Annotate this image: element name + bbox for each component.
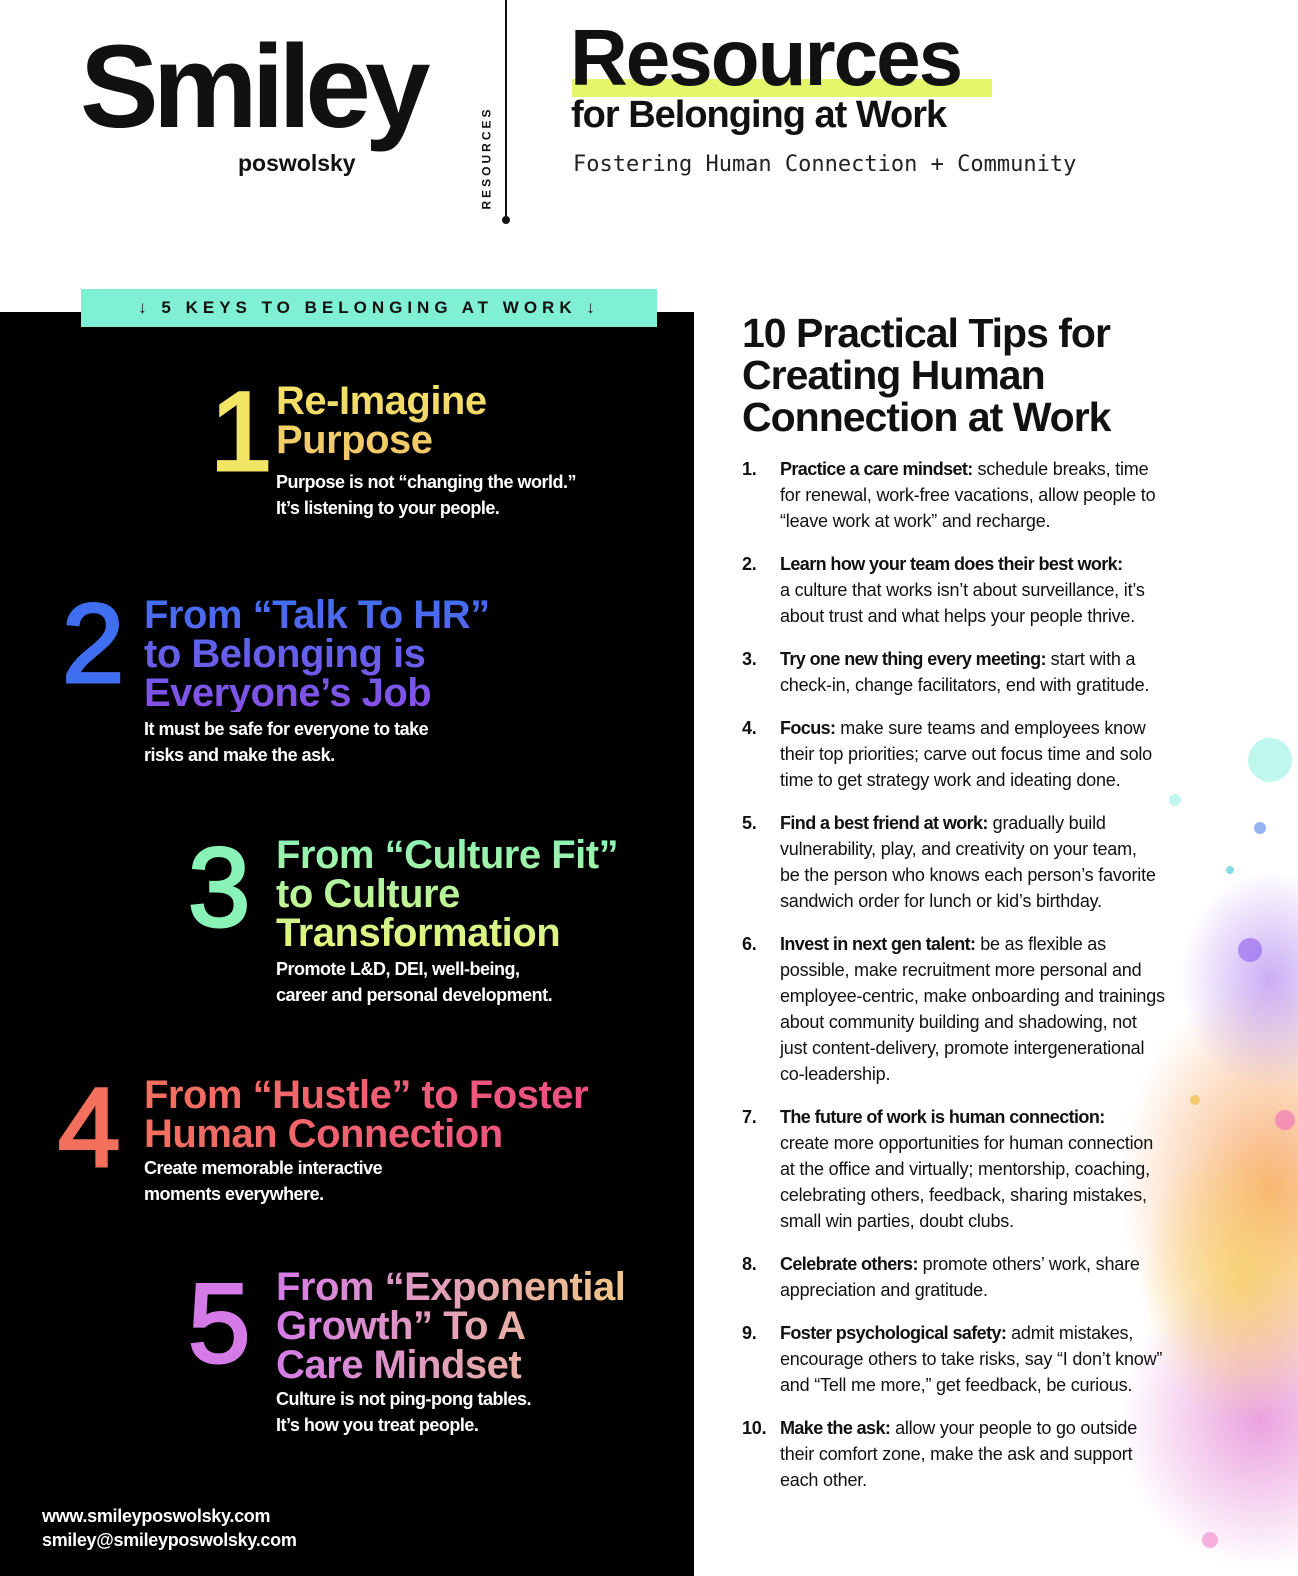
key-3-desc-line: career and personal development.	[276, 985, 553, 1006]
tip-item	[742, 646, 1202, 698]
header-divider	[505, 0, 507, 218]
tip-body: for renewal, work-free vacations, allow people to	[780, 485, 1156, 505]
tip-number: 2.	[742, 554, 757, 574]
key-3-title	[276, 833, 619, 955]
tip-body: “leave work at work” and recharge.	[780, 511, 1051, 531]
key-5-title-line: Growth” To A	[276, 1303, 526, 1348]
tip-number: 8.	[742, 1254, 757, 1274]
tip-body: schedule breaks, time	[972, 459, 1149, 479]
tip-body: their top priorities; carve out focus time and solo	[780, 744, 1152, 764]
key-3-number: 3	[188, 825, 251, 950]
website-link[interactable]: www.smileyposwolsky.com	[42, 1506, 271, 1526]
key-3-description	[276, 956, 552, 1008]
tip-lead: Invest in next gen talent:	[780, 934, 976, 954]
tip-body: about trust and what helps your people thrive.	[780, 606, 1136, 626]
side-label	[470, 100, 502, 215]
key-2-title-line: From “Talk To HR”	[144, 593, 490, 637]
tip-body: time to get strategy work and ideating done.	[780, 770, 1121, 790]
key-5-title	[276, 1265, 626, 1387]
tips-title-line: 10 Practical Tips for	[742, 310, 1110, 356]
key-5-number: 5	[188, 1261, 251, 1386]
page-subtitle: for Belonging at Work	[571, 94, 947, 136]
tip-body: small win parties, doubt clubs.	[780, 1211, 1014, 1231]
key-5-title-line: Care Mindset	[276, 1342, 522, 1387]
tip-body: co-leadership.	[780, 1064, 891, 1084]
tip-body: create more opportunities for human connection	[780, 1133, 1154, 1153]
tip-item	[742, 551, 1202, 629]
key-1-number: 1	[210, 369, 273, 494]
key-5-desc-line: It’s how you treat people.	[276, 1415, 479, 1436]
tip-body: be as flexible as	[975, 934, 1106, 954]
tip-body: admit mistakes,	[1006, 1323, 1134, 1343]
tip-body: at the office and virtually; mentorship, coaching,	[780, 1159, 1150, 1179]
key-2-number: 2	[62, 581, 125, 706]
tip-body: employee-centric, make onboarding and trainings	[780, 986, 1165, 1006]
key-2-desc-line: It must be safe for everyone to take	[144, 719, 429, 739]
tip-number: 4.	[742, 718, 757, 738]
tip-item	[742, 810, 1202, 914]
tip-body: make sure teams and employees know	[835, 718, 1146, 738]
tip-lead: Foster psychological safety:	[780, 1323, 1007, 1343]
email-link[interactable]: smiley@smileyposwolsky.com	[42, 1530, 297, 1550]
key-5-description	[276, 1386, 531, 1438]
key-5-desc-line: Culture is not ping-pong tables.	[276, 1389, 531, 1409]
key-3-title-line: From “Culture Fit”	[276, 833, 619, 877]
key-3-title-line: to Culture	[276, 871, 460, 916]
key-2-title-line: to Belonging is	[144, 631, 426, 676]
tip-body: check-in, change facilitators, end with gratitude.	[780, 675, 1150, 695]
tip-item	[742, 456, 1202, 534]
key-4-title	[144, 1073, 589, 1156]
key-3-desc-line: Promote L&D, DEI, well-being,	[276, 959, 520, 979]
key-4-number: 4	[58, 1065, 121, 1190]
key-1-description	[276, 469, 576, 521]
tips-title-line: Connection at Work	[742, 394, 1111, 441]
keys-banner	[81, 289, 657, 327]
tip-body: and “Tell me more,” get feedback, be curious.	[780, 1375, 1133, 1395]
tip-item	[742, 1415, 1202, 1493]
tip-body: be the person who knows each person’s favorite	[780, 865, 1156, 885]
tip-body: encourage others to take risks, say “I don’t know”	[780, 1349, 1163, 1369]
key-4-title-line: From “Hustle” to Foster	[144, 1073, 589, 1117]
tip-item	[742, 715, 1202, 793]
tips-list	[742, 456, 1202, 1493]
tip-lead: Practice a care mindset:	[780, 459, 973, 479]
logo-wordmark: Smiley	[80, 21, 425, 153]
tip-number: 7.	[742, 1107, 757, 1127]
tip-lead: Celebrate others:	[780, 1254, 918, 1274]
tip-lead: The future of work is human connection:	[780, 1107, 1105, 1127]
key-1-desc-line: It’s listening to your people.	[276, 498, 500, 519]
tagline: Fostering Human Connection + Community	[573, 152, 1077, 177]
key-4-title-line: Human Connection	[144, 1111, 503, 1156]
tip-number: 9.	[742, 1323, 757, 1343]
tip-body: vulnerability, play, and creativity on your team,	[780, 839, 1137, 859]
key-4-desc-line: Create memorable interactive	[144, 1158, 383, 1178]
tip-item	[742, 1320, 1202, 1398]
keys-banner-label: ↓ 5 KEYS TO BELONGING AT WORK ↓	[138, 298, 600, 317]
key-4-description	[144, 1155, 382, 1207]
tip-number: 1.	[742, 459, 757, 479]
tip-item	[742, 1104, 1202, 1234]
key-1-title-line: Purpose	[276, 417, 433, 462]
tips-title-line: Creating Human	[742, 352, 1045, 399]
tip-item	[742, 1251, 1202, 1303]
page-title: Resources	[570, 13, 962, 102]
key-3-title-line: Transformation	[276, 910, 561, 955]
tip-item	[742, 931, 1202, 1087]
tips-title	[742, 312, 1282, 439]
side-label-text: RESOURCES	[479, 105, 494, 210]
key-4-desc-line: moments everywhere.	[144, 1184, 324, 1205]
tip-number: 10.	[742, 1418, 767, 1438]
tip-number: 3.	[742, 649, 757, 669]
tip-body: possible, make recruitment more personal and	[780, 960, 1142, 980]
tip-body: start with a	[1045, 649, 1136, 669]
tip-body: celebrating others, feedback, sharing mistakes,	[780, 1185, 1147, 1205]
tip-lead: Make the ask:	[780, 1418, 891, 1438]
header-divider-dot	[502, 216, 510, 224]
tip-body: allow your people to go outside	[890, 1418, 1138, 1438]
key-5-title-line: From “Exponential	[276, 1265, 626, 1309]
tip-body: just content-delivery, promote intergenerational	[780, 1038, 1145, 1058]
tip-number: 5.	[742, 813, 757, 833]
key-1-title-line: Re-Imagine	[276, 379, 487, 423]
tip-body: their comfort zone, make the ask and support	[780, 1444, 1133, 1464]
tip-body: sandwich order for lunch or kid’s birthday.	[780, 891, 1102, 911]
tip-body: promote others’ work, share	[917, 1254, 1140, 1274]
tip-lead: Find a best friend at work:	[780, 813, 988, 833]
key-2-title-line: Everyone’s Job	[144, 670, 432, 715]
tip-lead: Try one new thing every meeting:	[780, 649, 1046, 669]
tip-body: about community building and shadowing, not	[780, 1012, 1137, 1032]
tip-body: appreciation and gratitude.	[780, 1280, 988, 1300]
tip-body: gradually build	[987, 813, 1106, 833]
tip-lead: Focus:	[780, 718, 836, 738]
tip-body: a culture that works isn’t about surveillance, it’s	[780, 580, 1145, 600]
tip-number: 6.	[742, 934, 757, 954]
key-2-desc-line: risks and make the ask.	[144, 745, 335, 766]
key-2-description	[144, 716, 428, 768]
tip-body: each other.	[780, 1470, 867, 1490]
key-1-desc-line: Purpose is not “changing the world.”	[276, 472, 577, 492]
key-1-title	[276, 379, 487, 462]
key-2-title	[144, 593, 490, 715]
tip-lead: Learn how your team does their best work:	[780, 554, 1123, 574]
logo-subtext: poswolsky	[238, 150, 356, 176]
